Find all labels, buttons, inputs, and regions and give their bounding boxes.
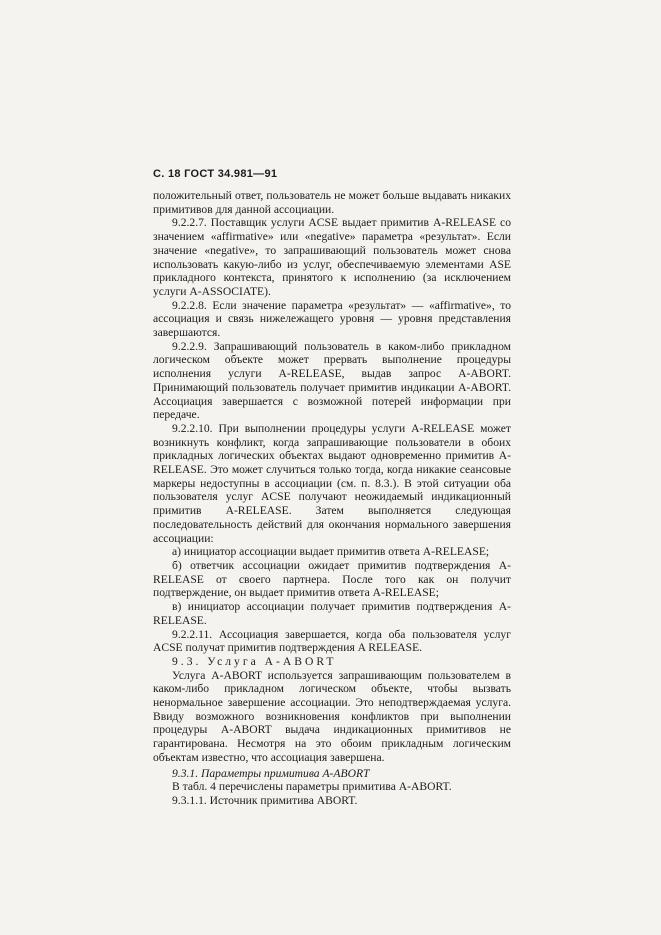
paragraph-9-2-2-11: 9.2.2.11. Ассоциация завершается, когда оба пользователя услуг ACSE получат примитив подтверждения A RELEASE.: [153, 627, 511, 655]
list-item-a: а) инициатор ассоциации выдает примитив ответа A-RELEASE;: [172, 545, 490, 559]
paragraph-9-3: Услуга A-ABORT используется запрашивающим пользователем в каком-либо прикладном логическом объекте, чтобы вызвать ненормальное завершение ассоциации. Это неподтверждаемая услуга. Ввиду возможного возникновения конфликтов при выполнении процедуры A-ABORT выдача индикационных примитивов не гарантирована. Несмотря на это обоим прикладным логическим объектам известно, что ассоциация завершена.: [153, 668, 511, 764]
paragraph-continuation: положительный ответ, пользователь не может больше выдавать никаких примитивов для данной ассоциации.: [153, 189, 511, 216]
paragraph-9-2-2-8: 9.2.2.8. Если значение параметра «результат» — «affirmative», то ассоциация и связь нижележащего уровня — уровня представления завершаются.: [153, 298, 511, 340]
page-header: С. 18 ГОСТ 34.981—91: [153, 168, 278, 180]
paragraph-9-2-2-7: 9.2.2.7. Поставщик услуги ACSE выдает примитив A-RELEASE со значением «affirmative» или «negative» параметра «результат». Если значение «negative», то запрашивающий пользователь может снова использовать какую-либо из услуг, обеспечиваемую элементами ASE прикладного контекста, принятого к исполнению (за исключением услуги A-ASSOCIATE).: [153, 216, 511, 298]
list-item-b: б) ответчик ассоциации ожидает примитив подтверждения A-RELEASE от своего партнера. После того как он получит подтверждение, он выдает примитив ответа A-RELEASE;: [153, 558, 511, 600]
paragraph-9-2-2-9: 9.2.2.9. Запрашивающий пользователь в каком-либо прикладном логическом объекте может прервать выполнение процедуры исполнения услуги A-RELEASE, выдав запрос A-ABORT. Принимающий пользователь получает примитив индикации A-ABORT. Ассоциация завершается с возможной потерей информации при передаче.: [153, 339, 511, 422]
paragraph-9-3-1-1: 9.3.1.1. Источник примитива ABORT.: [172, 793, 358, 807]
document-body: [153, 189, 511, 808]
paragraph-9-3-1: В табл. 4 перечислены параметры примитива A-ABORT.: [172, 780, 452, 794]
section-heading-9-3: 9.3. Услуга A-ABORT: [172, 654, 337, 668]
subsection-heading-9-3-1: 9.3.1. Параметры примитива A-ABORT: [172, 766, 370, 780]
paragraph-9-2-2-10: 9.2.2.10. При выполнении процедуры услуги A-RELEASE может возникнуть конфликт, когда запрашивающие пользователи в обоих прикладных логических объектах выдают одновременно примитив A-RELEASE. Это может случиться только тогда, когда никакие сеансовые маркеры недоступны в ассоциации (см. п. 8.3.). В этой ситуации оба пользователя услуг ACSE получают неожидаемый индикационный примитив A-RELEASE. Затем выполняется следующая последовательность действий для окончания нормального завершения ассоциации:: [153, 421, 511, 545]
list-item-c: в) инициатор ассоциации получает примитив подтверждения A-RELEASE.: [153, 600, 511, 627]
